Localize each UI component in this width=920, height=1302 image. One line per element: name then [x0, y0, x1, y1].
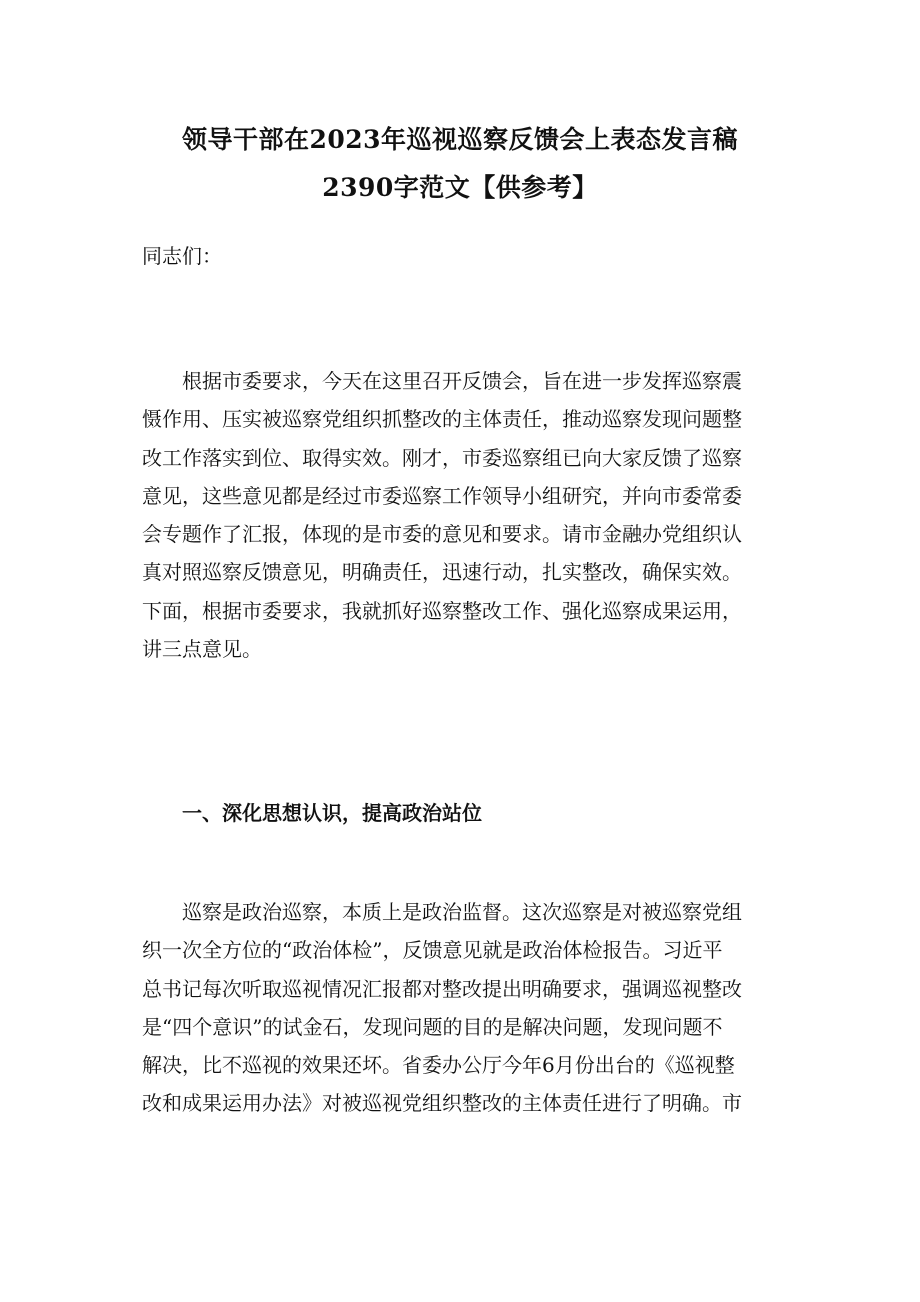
paragraph-line: 根据市委要求，今天在这里召开反馈会，旨在进一步发挥巡察震 — [182, 369, 742, 393]
paragraph-line: 意见，这些意见都是经过市委巡察工作领导小组研究，并向市委常委 — [142, 483, 742, 508]
paragraph-line: 真对照巡察反馈意见，明确责任，迅速行动，扎实整改，确保实效。 — [142, 560, 742, 585]
salutation: 同志们： — [142, 244, 222, 268]
paragraph-line: 会专题作了汇报，体现的是市委的意见和要求。请市金融办党组织认 — [142, 522, 742, 547]
document-title-line-1: 领导干部在2023年巡视巡察反馈会上表态发言稿 — [181, 125, 739, 154]
paragraph-1 — [142, 362, 782, 668]
paragraph-line: 讲三点意见。 — [142, 637, 262, 662]
paragraph-line: 是“四个意识”的试金石，发现问题的目的是解决问题，发现问题不 — [142, 1014, 723, 1039]
paragraph-2 — [142, 893, 782, 1123]
paragraph-line: 改工作落实到位、取得实效。刚才，市委巡察组已向大家反馈了巡察 — [142, 445, 742, 470]
paragraph-line: 下面，根据市委要求，我就抓好巡察整改工作、强化巡察成果运用， — [142, 598, 742, 623]
paragraph-line: 解决，比不巡视的效果还坏。省委办公厅今年6月份出台的《巡视整 — [142, 1053, 735, 1078]
section-heading-1: 一、深化思想认识，提高政治站位 — [182, 801, 482, 825]
paragraph-line: 巡察是政治巡察，本质上是政治监督。这次巡察是对被巡察党组 — [182, 900, 742, 924]
paragraph-line: 慑作用、压实被巡察党组织抓整改的主体责任，推动巡察发现问题整 — [142, 407, 742, 432]
document-title-line-2: 2390字范文【供参考】 — [322, 173, 598, 202]
paragraph-line: 织一次全方位的“政治体检”，反馈意见就是政治体检报告。习近平 — [142, 938, 723, 963]
paragraph-line: 总书记每次听取巡视情况汇报都对整改提出明确要求，强调巡视整改 — [142, 976, 742, 1001]
paragraph-line: 改和成果运用办法》对被巡视党组织整改的主体责任进行了明确。市 — [142, 1091, 742, 1116]
